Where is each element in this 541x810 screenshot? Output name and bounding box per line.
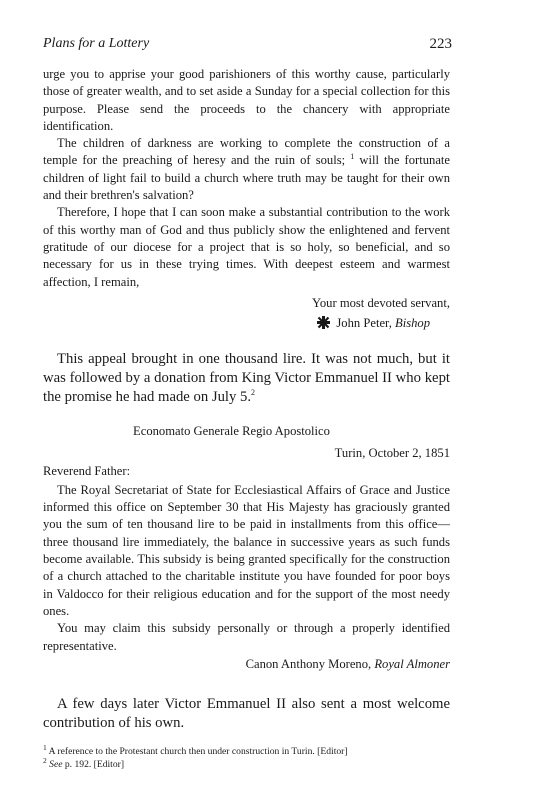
footnote-text-italic: See — [49, 758, 63, 770]
letter1-signature — [43, 312, 450, 334]
letter2-paragraph-2: You may claim this subsidy personally or through a properly identified representative. — [43, 621, 450, 653]
footnote-2 — [43, 755, 450, 771]
footnote-ref-2: 2 — [251, 387, 256, 397]
appeal-text: This appeal brought in one thousand lire. It was not much, but it was followed by a donation from King Victor Emmanuel II who kept the promise he had made on July 5. — [43, 350, 450, 405]
letter1-paragraph-2-b: will the fortunate children of light fail to build a church where truth may be taught for their own and their brethren's salvation? — [43, 153, 450, 203]
page-number: 223 — [429, 36, 452, 52]
running-head: Plans for a Lottery — [43, 36, 150, 51]
appeal-paragraph — [43, 350, 450, 407]
later-paragraph: A few days later Victor Emmanuel II also sent a most welcome contribution of his own. — [43, 695, 450, 731]
footnote-text: p. 192. [Editor] — [62, 758, 125, 770]
letter2-dateline: Turin, October 2, 1851 — [334, 445, 450, 460]
signature-title: Bishop — [395, 315, 430, 330]
footnote-mark: 2 — [43, 755, 47, 765]
footnote-text: A reference to the Protestant church then under construction in Turin. [Editor] — [48, 745, 348, 757]
footnote-ref-1: 1 — [350, 152, 355, 162]
page-header — [43, 36, 452, 58]
letter2-signoff — [43, 655, 450, 673]
letter1-paragraph-2-a: The children of darkness are working to complete the construction of a temple for the preaching of heresy and the ruin of souls; — [43, 136, 450, 168]
footnote-mark: 1 — [43, 742, 47, 752]
page-body — [43, 66, 450, 771]
footnote-1 — [43, 742, 450, 758]
signoff-name: Canon Anthony Moreno, — [245, 656, 375, 671]
letter1-paragraph-2 — [43, 135, 450, 204]
signoff-title: Royal Almoner — [374, 656, 450, 671]
episcopal-cross-icon — [317, 316, 330, 329]
letter1-paragraph-3: Therefore, I hope that I can soon make a substantial contribution to the work of this worthy man of God and thus publicly show the enlightened and fervent gratitude of our diocese for a project that is so holy, so beneficial, and so necessary for us in these trying times. With deepest esteem and warmest affection, I remain, — [43, 205, 450, 289]
signature-name: John Peter, — [336, 315, 396, 330]
letter2-office: Economato Generale Regio Apostolico — [133, 423, 330, 438]
letter1-paragraph-1: urge you to apprise your good parishioners of this worthy cause, particularly those of greater wealth, and to set aside a Sunday for a special collection for this purpose. Please send the proceeds to the chancery with appropriate identification. — [43, 67, 450, 133]
footnotes — [43, 742, 450, 771]
letter2-paragraph-1: The Royal Secretariat of State for Ecclesiastical Affairs of Grace and Justice informed this office on September 30 that His Majesty has graciously granted you the sum of ten thousand lire to be paid in installments from this office—three thousand lire immediately, the balance in successive years as such funds become available. This subsidy is being granted specifically for the construction of a church attached to the charitable institute you have founded for poor boys in Valdocco for their religious education and for the support of the most needy ones. — [43, 482, 450, 618]
letter1-closing: Your most devoted servant, — [312, 295, 450, 310]
letter2-salutation: Reverend Father: — [43, 463, 131, 478]
